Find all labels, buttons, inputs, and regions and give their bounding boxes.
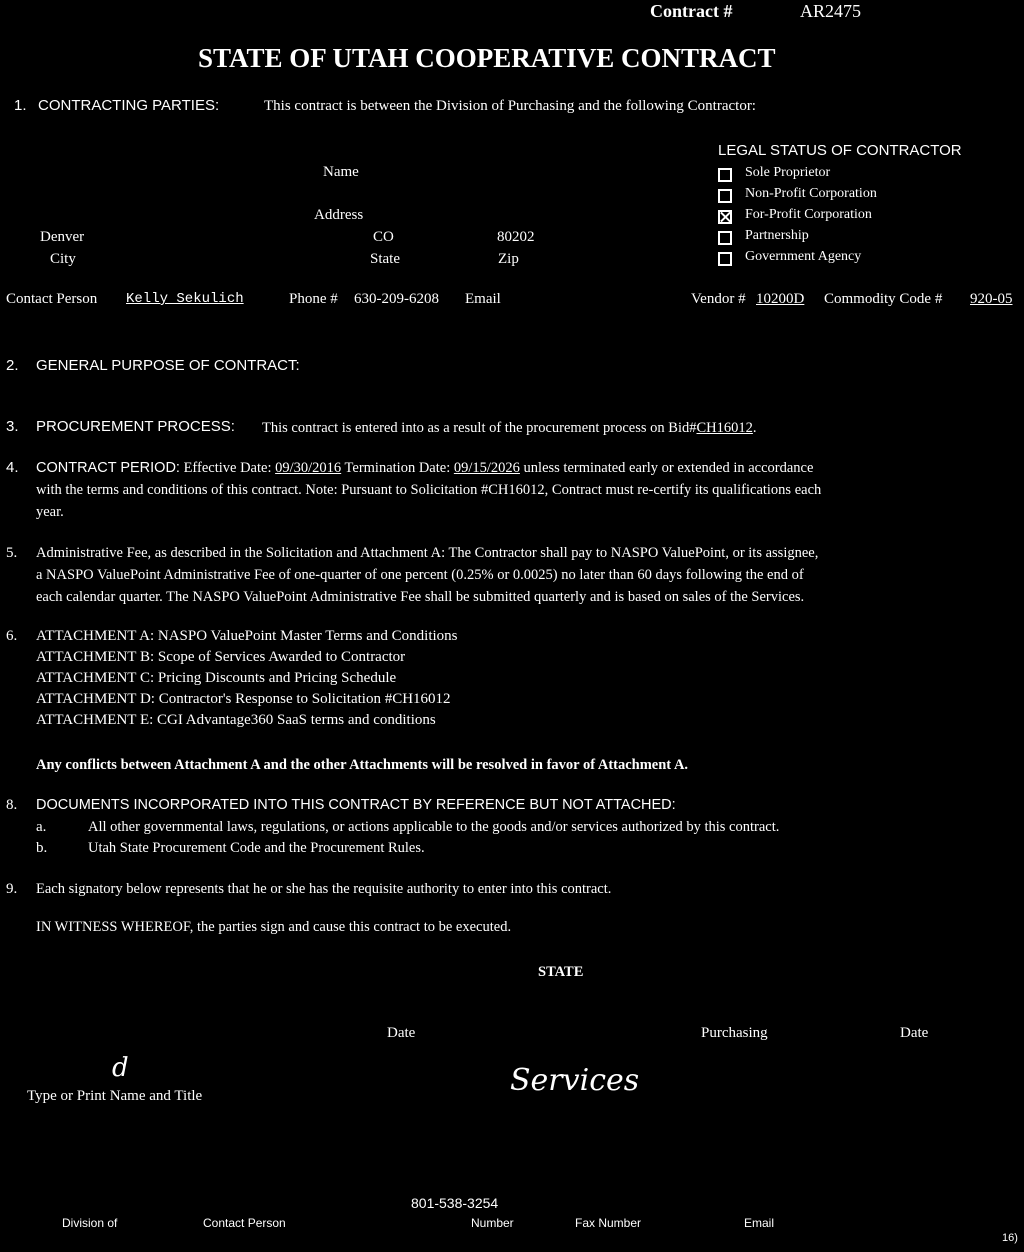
option-partnership: Partnership — [745, 228, 809, 243]
section-3-period: . — [752, 420, 757, 436]
footer-contact-label: Contact Person — [203, 1216, 286, 1230]
legal-status-title: LEGAL STATUS OF CONTRACTOR — [718, 142, 962, 159]
footer-number-label: Number — [471, 1216, 514, 1230]
phone-value: 630-209-6208 — [354, 291, 439, 307]
checkbox-non-profit[interactable] — [718, 189, 732, 203]
section-8-item-b: Utah State Procurement Code and the Procurement Rules. — [88, 840, 425, 856]
section-4-line-1 — [36, 459, 813, 477]
section-8-heading: DOCUMENTS INCORPORATED INTO THIS CONTRACT BY REFERENCE BUT NOT ATTACHED: — [36, 797, 676, 813]
city-value: Denver — [40, 229, 85, 245]
section-3-heading: PROCUREMENT PROCESS: — [36, 418, 235, 435]
section-3-body: This contract is entered into as a result of the procurement process on Bid# — [262, 420, 697, 436]
contact-person-label: Contact Person — [6, 291, 98, 307]
vendor-value: 10200D — [756, 291, 805, 307]
contact-person-value: Kelly Sekulich — [126, 291, 244, 307]
bid-number: CH16012 — [696, 420, 753, 436]
section-4-text-1: unless terminated early or extended in accordance — [523, 460, 814, 476]
option-sole-proprietor: Sole Proprietor — [745, 165, 831, 180]
section-5-number: 5. — [6, 545, 18, 561]
handwritten-services: Services — [510, 1063, 640, 1098]
footer-phone: 801-538-3254 — [411, 1195, 499, 1211]
section-9-number: 9. — [6, 881, 18, 897]
termination-date-value: 09/15/2026 — [453, 460, 520, 476]
footer-email-label: Email — [744, 1216, 775, 1230]
state-value: CO — [373, 229, 394, 245]
section-1-heading: CONTRACTING PARTIES: — [38, 97, 220, 114]
vendor-label: Vendor # — [691, 291, 746, 307]
checkbox-for-profit-checked[interactable] — [718, 210, 732, 224]
attachment-d: ATTACHMENT D: Contractor's Response to Solicitation #CH16012 — [36, 691, 451, 707]
attachment-e: ATTACHMENT E: CGI Advantage360 SaaS terms and conditions — [36, 712, 436, 728]
commodity-code-value: 920-05 — [970, 291, 1013, 307]
conflicts-statement: Any conflicts between Attachment A and the other Attachments will be resolved in favor of Attachment A. — [36, 757, 689, 773]
section-8-number: 8. — [6, 797, 18, 813]
document-title: STATE OF UTAH COOPERATIVE CONTRACT — [198, 43, 776, 73]
checkbox-partnership[interactable] — [718, 231, 732, 245]
section-4-number: 4. — [6, 459, 19, 476]
effective-date-label: Effective Date: — [183, 460, 272, 476]
section-4-line-2 — [36, 481, 821, 499]
signature-date-label-1: Date — [387, 1025, 416, 1041]
city-label: City — [50, 251, 76, 267]
checkbox-government-agency[interactable] — [718, 252, 732, 266]
email-label: Email — [465, 291, 501, 307]
option-for-profit: For-Profit Corporation — [745, 207, 872, 222]
zip-value: 80202 — [497, 229, 535, 245]
section-8-item-a: All other governmental laws, regulations, or actions applicable to the goods and/or services authorized by this contract. — [88, 819, 780, 835]
section-1-text: This contract is between the Division of Purchasing and the following Contractor: — [264, 98, 756, 114]
section-5-line-3: each calendar quarter. The NASPO ValuePoint Administrative Fee shall be submitted quarterly and is based on sales of the Services. — [36, 589, 805, 605]
section-5-line-1: Administrative Fee, as described in the Solicitation and Attachment A: The Contractor shall pay to NASPO ValuePoint, or its assignee, — [36, 545, 819, 561]
section-8-item-a-letter: a. — [36, 819, 47, 835]
attachment-a: ATTACHMENT A: NASPO ValuePoint Master Terms and Conditions — [36, 628, 458, 644]
phone-label: Phone # — [289, 291, 338, 307]
option-non-profit: Non-Profit Corporation — [745, 186, 877, 201]
checkbox-sole-proprietor[interactable] — [718, 168, 732, 182]
section-9-text: Each signatory below represents that he or she has the requisite authority to enter into this contract. — [36, 881, 612, 897]
footer-fax-label: Fax Number — [575, 1216, 642, 1230]
section-3-text — [262, 419, 757, 437]
contract-number-label: Contract # — [650, 1, 733, 21]
contract-number-value: AR2475 — [800, 1, 862, 21]
state-label: State — [370, 251, 400, 267]
handwritten-mark: d — [112, 1053, 129, 1083]
section-4-heading: CONTRACT PERIOD: — [36, 460, 180, 476]
section-2-heading: GENERAL PURPOSE OF CONTRACT: — [36, 357, 300, 374]
type-print-name-label: Type or Print Name and Title — [27, 1088, 203, 1104]
purchasing-label: Purchasing — [701, 1025, 768, 1041]
effective-date-value: 09/30/2016 — [275, 460, 342, 476]
section-4-note: Note: Pursuant to Solicitation #CH16012, Contract must re-certify its qualifications each — [305, 482, 822, 498]
address-label: Address — [314, 207, 364, 223]
state-heading: STATE — [538, 964, 584, 980]
attachment-b: ATTACHMENT B: Scope of Services Awarded to Contractor — [36, 649, 406, 665]
footer-division-label: Division of — [62, 1216, 118, 1230]
section-4-text-3: year. — [36, 504, 64, 520]
page-corner-number: 16) — [1002, 1232, 1018, 1244]
section-6-number: 6. — [6, 628, 18, 644]
attachment-c: ATTACHMENT C: Pricing Discounts and Pricing Schedule — [36, 670, 397, 686]
name-label: Name — [323, 164, 359, 180]
section-2-number: 2. — [6, 357, 19, 374]
signature-date-label-2: Date — [900, 1025, 929, 1041]
zip-label: Zip — [498, 251, 519, 267]
section-3-number: 3. — [6, 418, 19, 435]
termination-date-label: Termination Date: — [344, 460, 451, 476]
section-8-item-b-letter: b. — [36, 840, 48, 856]
section-5-line-2: a NASPO ValuePoint Administrative Fee of one-quarter of one percent (0.25% or 0.0025) no later than 60 days following the end of — [36, 567, 804, 583]
section-1-number: 1. — [14, 97, 27, 114]
section-4-text-2: with the terms and conditions of this contract. — [36, 482, 302, 498]
option-government-agency: Government Agency — [745, 249, 862, 264]
commodity-code-label: Commodity Code # — [824, 291, 943, 307]
witness-statement: IN WITNESS WHEREOF, the parties sign and cause this contract to be executed. — [36, 919, 512, 935]
